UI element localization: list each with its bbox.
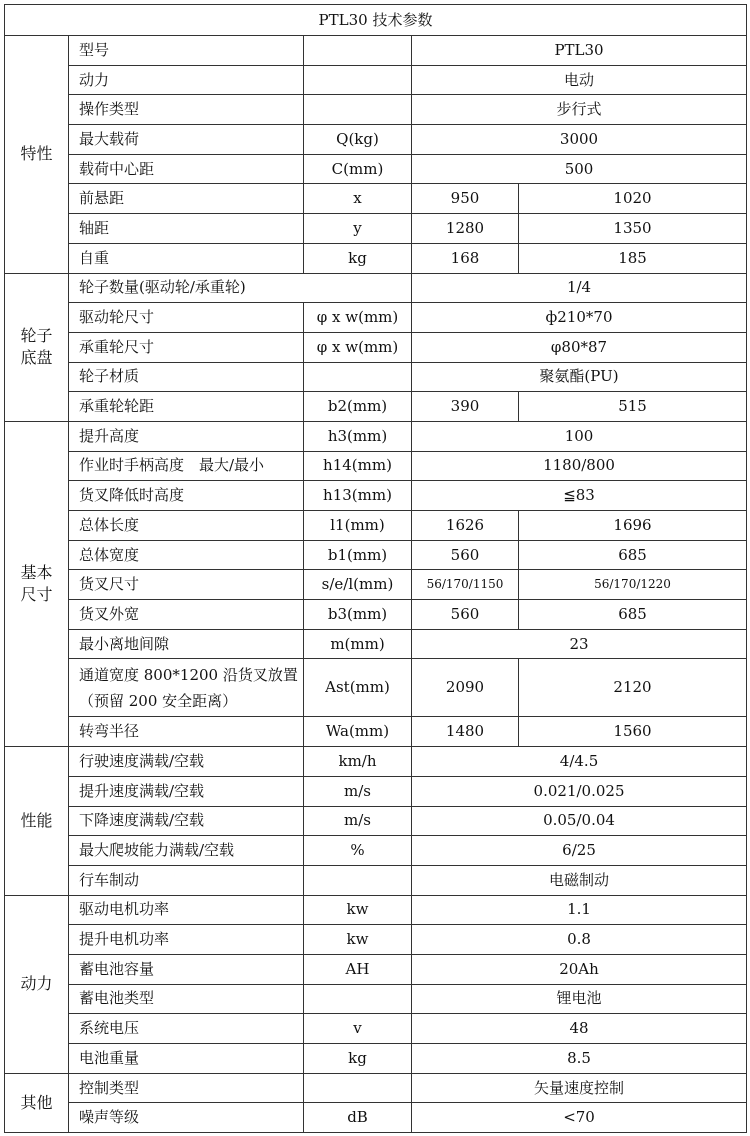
table-row xyxy=(5,865,747,895)
table-row xyxy=(5,125,747,155)
param-value-model-a: 390 xyxy=(412,392,519,422)
param-unit: b2(mm) xyxy=(304,392,412,422)
param-label: 动力 xyxy=(69,65,304,95)
param-unit: b3(mm) xyxy=(304,600,412,630)
param-label: 下降速度满载/空载 xyxy=(69,806,304,836)
param-unit: y xyxy=(304,214,412,244)
param-unit xyxy=(304,1073,412,1103)
param-unit xyxy=(304,36,412,66)
section-label: 动力 xyxy=(5,895,69,1073)
param-value-model-b: 685 xyxy=(519,600,747,630)
table-row xyxy=(5,36,747,66)
param-value-model-b: 1696 xyxy=(519,511,747,541)
param-label: 蓄电池容量 xyxy=(69,954,304,984)
param-unit: φ x w(mm) xyxy=(304,303,412,333)
table-row xyxy=(5,1103,747,1133)
param-label: 驱动电机功率 xyxy=(69,895,304,925)
param-unit: kw xyxy=(304,925,412,955)
param-value-model-b: 56/170/1220 xyxy=(519,570,747,600)
param-value: 步行式 xyxy=(412,95,747,125)
table-row xyxy=(5,392,747,422)
param-label: 控制类型 xyxy=(69,1073,304,1103)
table-row xyxy=(5,836,747,866)
param-unit: % xyxy=(304,836,412,866)
param-value-model-a: 1626 xyxy=(412,511,519,541)
param-label: 作业时手柄高度 最大/最小 xyxy=(69,451,304,481)
param-unit: b1(mm) xyxy=(304,540,412,570)
param-unit: dB xyxy=(304,1103,412,1133)
table-row xyxy=(5,600,747,630)
param-value-model-a: 56/170/1150 xyxy=(412,570,519,600)
param-value-model-b: 685 xyxy=(519,540,747,570)
table-row xyxy=(5,243,747,273)
table-row xyxy=(5,421,747,451)
param-label: 型号 xyxy=(69,36,304,66)
param-unit xyxy=(304,984,412,1014)
param-label: 噪声等级 xyxy=(69,1103,304,1133)
param-unit: km/h xyxy=(304,747,412,777)
section-label: 其他 xyxy=(5,1073,69,1132)
param-label: 轴距 xyxy=(69,214,304,244)
section-label-text: 轮子底盘 xyxy=(20,326,53,368)
table-row xyxy=(5,717,747,747)
table-row xyxy=(5,895,747,925)
param-label: 轮子数量(驱动轮/承重轮) xyxy=(69,273,412,303)
param-value-model-b: 1020 xyxy=(519,184,747,214)
param-unit: m/s xyxy=(304,806,412,836)
param-unit: φ x w(mm) xyxy=(304,332,412,362)
param-unit: h13(mm) xyxy=(304,481,412,511)
param-unit xyxy=(304,362,412,392)
param-unit: x xyxy=(304,184,412,214)
param-value: 8.5 xyxy=(412,1044,747,1074)
param-value: 100 xyxy=(412,421,747,451)
param-value: 1/4 xyxy=(412,273,747,303)
param-value: PTL30 xyxy=(412,36,747,66)
param-unit: Wa(mm) xyxy=(304,717,412,747)
table-row xyxy=(5,925,747,955)
param-value: 电磁制动 xyxy=(412,865,747,895)
param-value-model-a: 1280 xyxy=(412,214,519,244)
table-row xyxy=(5,954,747,984)
param-value: 3000 xyxy=(412,125,747,155)
param-value-model-b: 185 xyxy=(519,243,747,273)
table-title-row xyxy=(5,5,747,36)
param-unit: kg xyxy=(304,1044,412,1074)
table-title: PTL30 技术参数 xyxy=(5,5,747,36)
param-label: 轮子材质 xyxy=(69,362,304,392)
section-label: 性能 xyxy=(5,747,69,895)
table-row xyxy=(5,747,747,777)
table-row xyxy=(5,984,747,1014)
table-row xyxy=(5,540,747,570)
table-row xyxy=(5,332,747,362)
param-value-model-a: 2090 xyxy=(412,659,519,717)
param-value: 0.8 xyxy=(412,925,747,955)
table-row xyxy=(5,570,747,600)
spec-table xyxy=(4,4,747,1133)
param-value: 0.05/0.04 xyxy=(412,806,747,836)
param-unit: kg xyxy=(304,243,412,273)
param-label: 承重轮轮距 xyxy=(69,392,304,422)
param-value-model-b: 515 xyxy=(519,392,747,422)
section-label: 特性 xyxy=(5,36,69,274)
param-value: ф210*70 xyxy=(412,303,747,333)
param-value: 48 xyxy=(412,1014,747,1044)
param-label: 货叉尺寸 xyxy=(69,570,304,600)
table-row xyxy=(5,362,747,392)
table-row xyxy=(5,806,747,836)
param-label: 最大爬坡能力满载/空载 xyxy=(69,836,304,866)
param-label: 总体宽度 xyxy=(69,540,304,570)
table-row xyxy=(5,481,747,511)
param-value-model-a: 168 xyxy=(412,243,519,273)
section-label-text: 基本尺寸 xyxy=(20,563,53,605)
param-value-model-b: 2120 xyxy=(519,659,747,717)
table-row xyxy=(5,65,747,95)
param-label: 自重 xyxy=(69,243,304,273)
param-label: 货叉外宽 xyxy=(69,600,304,630)
param-unit: kw xyxy=(304,895,412,925)
param-value-model-b: 1560 xyxy=(519,717,747,747)
param-unit: h3(mm) xyxy=(304,421,412,451)
param-value: 23 xyxy=(412,629,747,659)
param-unit: Q(kg) xyxy=(304,125,412,155)
param-value: 锂电池 xyxy=(412,984,747,1014)
param-unit: s/e/l(mm) xyxy=(304,570,412,600)
param-value: 1180/800 xyxy=(412,451,747,481)
param-label: 提升速度满载/空载 xyxy=(69,776,304,806)
table-row xyxy=(5,1073,747,1103)
table-row xyxy=(5,1044,747,1074)
param-value: 1.1 xyxy=(412,895,747,925)
param-value: φ80*87 xyxy=(412,332,747,362)
param-unit xyxy=(304,95,412,125)
param-label: 前悬距 xyxy=(69,184,304,214)
param-unit xyxy=(304,65,412,95)
param-label: 蓄电池类型 xyxy=(69,984,304,1014)
table-row xyxy=(5,776,747,806)
table-row xyxy=(5,511,747,541)
param-value: ≦83 xyxy=(412,481,747,511)
table-row xyxy=(5,659,747,717)
table-row xyxy=(5,273,747,303)
param-label: 提升电机功率 xyxy=(69,925,304,955)
param-label: 行驶速度满载/空载 xyxy=(69,747,304,777)
section-label xyxy=(5,273,69,421)
param-value-model-a: 1480 xyxy=(412,717,519,747)
param-value-model-a: 560 xyxy=(412,600,519,630)
param-label: 通道宽度 800*1200 沿货叉放置（预留 200 安全距离） xyxy=(69,659,304,717)
param-value-model-a: 560 xyxy=(412,540,519,570)
table-row xyxy=(5,629,747,659)
param-unit: h14(mm) xyxy=(304,451,412,481)
param-value: 矢量速度控制 xyxy=(412,1073,747,1103)
param-value: 500 xyxy=(412,154,747,184)
param-label: 操作类型 xyxy=(69,95,304,125)
param-value: 4/4.5 xyxy=(412,747,747,777)
param-unit: C(mm) xyxy=(304,154,412,184)
table-row xyxy=(5,1014,747,1044)
table-row xyxy=(5,154,747,184)
param-label: 载荷中心距 xyxy=(69,154,304,184)
param-label: 最大载荷 xyxy=(69,125,304,155)
param-value: 0.021/0.025 xyxy=(412,776,747,806)
param-value: 6/25 xyxy=(412,836,747,866)
param-value-model-b: 1350 xyxy=(519,214,747,244)
param-unit: Ast(mm) xyxy=(304,659,412,717)
param-value-model-a: 950 xyxy=(412,184,519,214)
param-value: <70 xyxy=(412,1103,747,1133)
param-label: 行车制动 xyxy=(69,865,304,895)
param-unit: m/s xyxy=(304,776,412,806)
param-label: 系统电压 xyxy=(69,1014,304,1044)
table-row xyxy=(5,184,747,214)
param-label: 货叉降低时高度 xyxy=(69,481,304,511)
table-row xyxy=(5,214,747,244)
param-unit xyxy=(304,865,412,895)
param-label: 电池重量 xyxy=(69,1044,304,1074)
param-value: 电动 xyxy=(412,65,747,95)
param-label: 承重轮尺寸 xyxy=(69,332,304,362)
param-value: 20Ah xyxy=(412,954,747,984)
param-label: 总体长度 xyxy=(69,511,304,541)
param-label: 提升高度 xyxy=(69,421,304,451)
param-unit: m(mm) xyxy=(304,629,412,659)
param-label: 驱动轮尺寸 xyxy=(69,303,304,333)
param-unit: l1(mm) xyxy=(304,511,412,541)
param-unit: AH xyxy=(304,954,412,984)
table-row xyxy=(5,95,747,125)
table-row xyxy=(5,303,747,333)
param-value: 聚氨酯(PU) xyxy=(412,362,747,392)
param-label: 最小离地间隙 xyxy=(69,629,304,659)
param-unit: v xyxy=(304,1014,412,1044)
section-label xyxy=(5,421,69,746)
param-label: 转弯半径 xyxy=(69,717,304,747)
table-row xyxy=(5,451,747,481)
